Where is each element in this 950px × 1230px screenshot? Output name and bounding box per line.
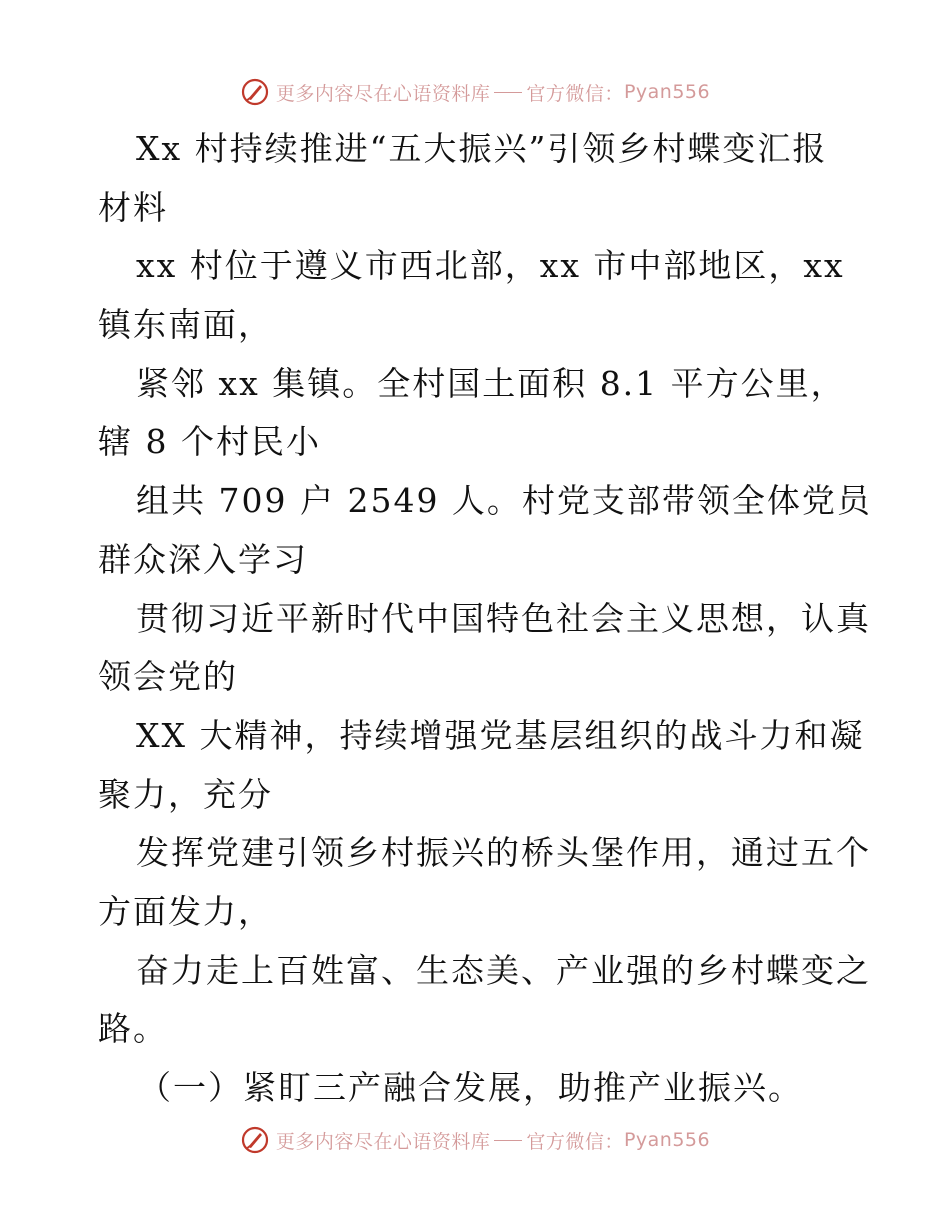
paragraph-line: 紧邻 xx 集镇。全村国土面积 8.1 平方公里， <box>136 363 846 403</box>
paragraph-line: 奋力走上百姓富、生态美、产业强的乡村蝶变之 <box>136 950 871 990</box>
header-watermark <box>0 72 950 112</box>
paragraph-line: 发挥党建引领乡村振兴的桥头堡作用，通过五个 <box>136 833 871 873</box>
watermark-text: 更多内容尽在心语资料库 <box>275 82 491 105</box>
watermark-wechat-id: Pyan556 <box>623 81 711 103</box>
footer-watermark <box>0 1120 950 1160</box>
paragraph-line: 辖 8 个村民小 <box>98 422 321 462</box>
paragraph-line: 路。 <box>98 1009 168 1049</box>
title-line-2: 材料 <box>98 187 168 227</box>
watermark-dash <box>494 1140 522 1141</box>
watermark-text: 更多内容尽在心语资料库 <box>275 1130 491 1153</box>
watermark-official-label: 官方微信： <box>526 1130 624 1153</box>
section-heading: （一）紧盯三产融合发展，助推产业振兴。 <box>138 1068 803 1107</box>
paragraph-line: 方面发力， <box>98 891 273 931</box>
paragraph-line: 群众深入学习 <box>98 539 308 579</box>
paragraph-line: 贯彻习近平新时代中国特色社会主义思想，认真 <box>136 598 871 638</box>
paragraph-line: XX 大精神，持续增强党基层组织的战斗力和凝 <box>136 715 865 755</box>
watermark-dash <box>494 92 522 93</box>
title-line-1: Xx 村持续推进“五大振兴”引领乡村蝶变汇报 <box>136 129 828 168</box>
document-body <box>98 120 872 1118</box>
paragraph-line: xx 村位于遵义市西北部，xx 市中部地区，xx <box>136 246 845 286</box>
feather-pen-circle-icon <box>240 1125 270 1155</box>
paragraph-line: 组共 709 户 2549 人。村党支部带领全体党员 <box>136 481 872 521</box>
paragraph-line: 镇东南面， <box>98 305 273 345</box>
watermark-official-label: 官方微信： <box>526 82 624 105</box>
feather-pen-circle-icon <box>240 77 270 107</box>
paragraph-line: 聚力，充分 <box>98 774 273 814</box>
watermark-wechat-id: Pyan556 <box>623 1129 711 1151</box>
paragraph-line: 领会党的 <box>98 657 238 697</box>
